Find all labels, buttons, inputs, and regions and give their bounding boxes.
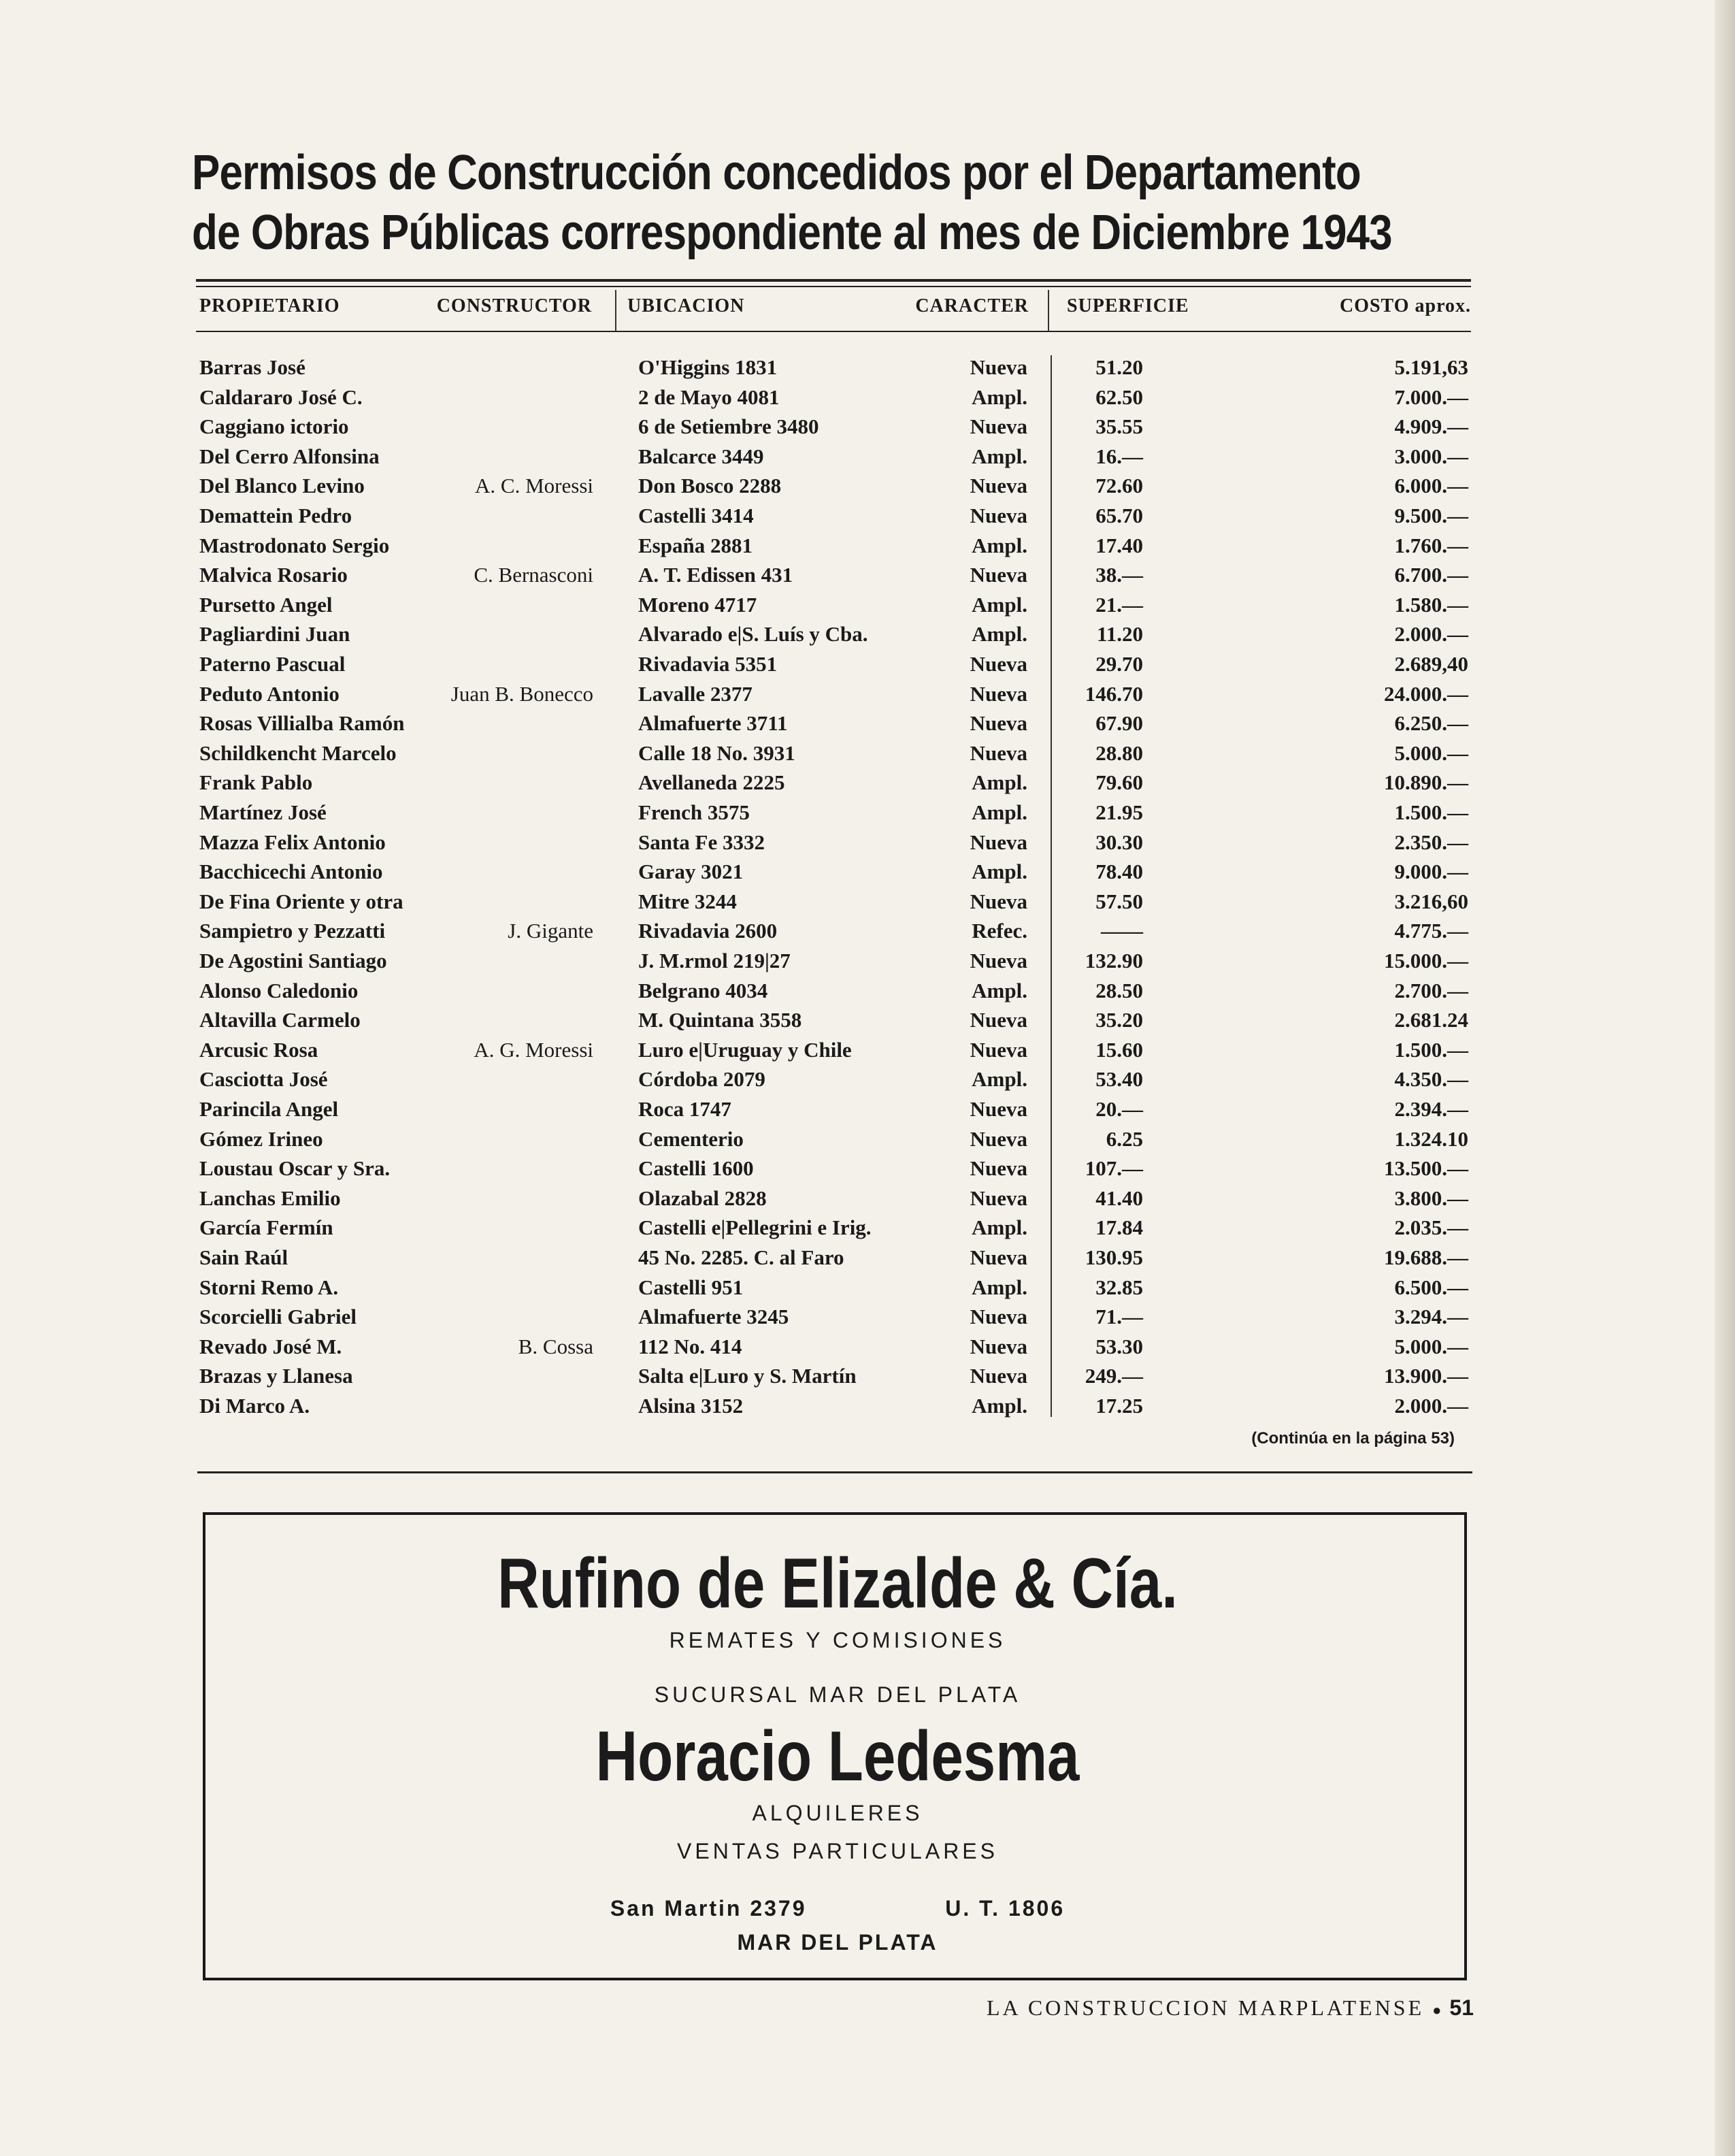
table-row (0, 1127, 1497, 1157)
page-title (192, 143, 1392, 263)
cell-costo: 2.689,40 (1394, 652, 1468, 676)
table-row (0, 563, 1497, 593)
cell-ubicacion: Garay 3021 (638, 860, 744, 884)
cell-costo: 1.580.— (1394, 592, 1468, 617)
cell-costo: 1.500.— (1394, 800, 1468, 824)
table-row (0, 1156, 1497, 1186)
cell-propietario: Paterno Pascual (199, 652, 346, 676)
cell-superficie: —— (1101, 919, 1143, 943)
cell-superficie: 79.60 (1095, 770, 1143, 795)
cell-ubicacion: Castelli e|Pellegrini e Irig. (638, 1215, 872, 1240)
cell-ubicacion: Moreno 4717 (638, 592, 757, 617)
cell-propietario: Del Cerro Alfonsina (199, 444, 380, 468)
table-row (0, 1245, 1497, 1275)
cell-superficie: 21.95 (1095, 800, 1143, 824)
table-row (0, 1394, 1497, 1424)
ad-address-line (205, 1896, 1470, 1921)
header-ubicacion: UBICACION (627, 295, 745, 316)
cell-caracter: Ampl. (972, 1215, 1027, 1240)
cell-propietario: Sampietro y Pezzatti (199, 919, 386, 943)
cell-constructor: B. Cossa (518, 1334, 593, 1358)
table-row (0, 770, 1497, 800)
cell-superficie: 35.20 (1095, 1008, 1143, 1032)
cell-ubicacion: Almafuerte 3711 (638, 711, 788, 736)
cell-superficie: 28.50 (1095, 978, 1143, 1002)
table-row (0, 889, 1497, 919)
cell-propietario: Caggiano ictorio (199, 414, 349, 439)
cell-ubicacion: Avellaneda 2225 (638, 770, 785, 795)
cell-propietario: Gómez Irineo (199, 1126, 323, 1151)
cell-ubicacion: España 2881 (638, 533, 753, 557)
cell-ubicacion: Alvarado e|S. Luís y Cba. (638, 622, 868, 647)
cell-propietario: Revado José M. (199, 1334, 342, 1358)
table-top-rule-thin (196, 286, 1471, 287)
cell-superficie: 249.— (1085, 1364, 1143, 1388)
cell-propietario: Arcusic Rosa (199, 1037, 318, 1062)
table-row (0, 919, 1497, 949)
cell-caracter: Ampl. (972, 860, 1027, 884)
cell-propietario: De Agostini Santiago (199, 949, 387, 973)
cell-costo: 19.688.— (1384, 1245, 1468, 1269)
ad-company-name: Rufino de Elizalde & Cía. (497, 1544, 1178, 1623)
table-row (0, 474, 1497, 504)
cell-ubicacion: M. Quintana 3558 (638, 1008, 802, 1032)
cell-costo: 2.000.— (1394, 622, 1468, 647)
cell-superficie: 107.— (1085, 1156, 1143, 1181)
cell-caracter: Ampl. (972, 444, 1027, 468)
cell-ubicacion: J. M.rmol 219|27 (638, 949, 791, 973)
cell-propietario: Lanchas Emilio (199, 1186, 341, 1210)
header-propietario: PROPIETARIO (199, 295, 340, 316)
cell-ubicacion: Luro e|Uruguay y Chile (638, 1037, 852, 1062)
table-row (0, 385, 1497, 415)
cell-ubicacion: A. T. Edissen 431 (638, 563, 793, 587)
cell-ubicacion: Rivadavia 5351 (638, 652, 778, 676)
cell-superficie: 17.40 (1095, 533, 1143, 557)
cell-caracter: Nueva (970, 414, 1027, 439)
cell-propietario: Schildkencht Marcelo (199, 740, 397, 765)
cell-costo: 1.324.10 (1394, 1126, 1468, 1151)
cell-propietario: Pursetto Angel (199, 592, 333, 617)
cell-propietario: Pagliardini Juan (199, 622, 350, 647)
cell-costo: 6.250.— (1394, 711, 1468, 736)
cell-caracter: Ampl. (972, 1275, 1027, 1299)
section-divider (197, 1471, 1472, 1473)
cell-caracter: Nueva (970, 1037, 1027, 1062)
cell-superficie: 35.55 (1095, 414, 1143, 439)
cell-superficie: 71.— (1095, 1305, 1143, 1329)
cell-superficie: 17.84 (1095, 1215, 1143, 1240)
cell-constructor: Juan B. Bonecco (450, 681, 593, 706)
cell-propietario: Bacchicechi Antonio (199, 860, 383, 884)
cell-superficie: 17.25 (1095, 1394, 1143, 1418)
cell-constructor: J. Gigante (508, 919, 593, 943)
cell-ubicacion: Almafuerte 3245 (638, 1305, 789, 1329)
cell-costo: 3.216,60 (1394, 889, 1468, 913)
table-row (0, 1215, 1497, 1245)
cell-superficie: 21.— (1095, 592, 1143, 617)
cell-propietario: Caldararo José C. (199, 385, 363, 409)
table-row (0, 622, 1497, 652)
cell-caracter: Ampl. (972, 385, 1027, 409)
cell-propietario: Brazas y Llanesa (199, 1364, 353, 1388)
cell-costo: 15.000.— (1384, 949, 1468, 973)
header-divider-2 (1048, 290, 1049, 331)
advertisement (203, 1512, 1467, 1980)
table-top-rule (196, 279, 1471, 282)
cell-caracter: Ampl. (972, 622, 1027, 647)
cell-costo: 5.191,63 (1394, 355, 1468, 379)
title-line-2: de Obras Públicas correspondiente al mes de Diciembre 1943 (192, 206, 1392, 260)
table-header-bottom-rule (196, 331, 1471, 332)
cell-costo: 9.500.— (1394, 504, 1468, 527)
cell-caracter: Ampl. (972, 592, 1027, 617)
cell-propietario: Mazza Felix Antonio (199, 830, 386, 854)
table-row (0, 711, 1497, 741)
cell-superficie: 57.50 (1095, 889, 1143, 913)
cell-costo: 4.775.— (1394, 919, 1468, 943)
cell-superficie: 28.80 (1095, 740, 1143, 765)
cell-ubicacion: Santa Fe 3332 (638, 830, 765, 854)
table-row (0, 1364, 1497, 1394)
cell-propietario: Mastrodonato Sergio (199, 533, 390, 557)
table-row (0, 1008, 1497, 1038)
table-row (0, 1275, 1497, 1305)
cell-ubicacion: Cementerio (638, 1126, 744, 1151)
cell-ubicacion: Castelli 3414 (638, 504, 754, 527)
table-row (0, 444, 1497, 474)
cell-caracter: Ampl. (972, 1394, 1027, 1418)
cell-ubicacion: Rivadavia 2600 (638, 919, 778, 943)
cell-propietario: De Fina Oriente y otra (199, 889, 403, 913)
cell-caracter: Nueva (970, 504, 1027, 527)
ad-phone: U. T. 1806 (945, 1896, 1065, 1921)
table-row (0, 534, 1497, 564)
cell-caracter: Ampl. (972, 770, 1027, 795)
cell-ubicacion: Balcarce 3449 (638, 444, 764, 468)
cell-superficie: 20.— (1095, 1097, 1143, 1121)
cell-costo: 5.000.— (1394, 1334, 1468, 1358)
cell-superficie: 67.90 (1095, 711, 1143, 736)
cell-superficie: 11.20 (1096, 622, 1143, 647)
cell-caracter: Nueva (970, 1097, 1027, 1121)
cell-ubicacion: Castelli 951 (638, 1275, 744, 1299)
cell-propietario: Malvica Rosario (199, 563, 348, 587)
cell-ubicacion: Mitre 3244 (638, 889, 737, 913)
continuation-note: (Continúa en la página 53) (1251, 1429, 1455, 1448)
cell-ubicacion: Belgrano 4034 (638, 978, 768, 1002)
cell-ubicacion: Córdoba 2079 (638, 1067, 765, 1092)
cell-ubicacion: Roca 1747 (638, 1097, 731, 1121)
cell-caracter: Nueva (970, 830, 1027, 854)
cell-costo: 7.000.— (1394, 385, 1468, 409)
ad-city: MAR DEL PLATA (737, 1930, 938, 1955)
cell-costo: 5.000.— (1394, 740, 1468, 765)
table-row (0, 682, 1497, 712)
cell-costo: 2.681.24 (1394, 1008, 1468, 1032)
footer-bullet: ● (1432, 2002, 1442, 2019)
cell-costo: 2.350.— (1394, 830, 1468, 854)
cell-ubicacion: Don Bosco 2288 (638, 474, 782, 498)
cell-propietario: Altavilla Carmelo (199, 1008, 361, 1032)
cell-costo: 6.500.— (1394, 1275, 1468, 1299)
cell-superficie: 146.70 (1085, 681, 1143, 706)
cell-costo: 3.000.— (1394, 444, 1468, 468)
cell-constructor: C. Bernasconi (474, 563, 593, 587)
cell-ubicacion: Lavalle 2377 (638, 681, 753, 706)
header-costo: COSTO aprox. (1339, 295, 1471, 316)
cell-costo: 3.800.— (1394, 1186, 1468, 1210)
cell-propietario: Alonso Caledonio (199, 978, 359, 1002)
header-divider-1 (615, 290, 616, 331)
cell-caracter: Nueva (970, 889, 1027, 913)
cell-caracter: Ampl. (972, 978, 1027, 1002)
cell-propietario: Casciotta José (199, 1067, 328, 1092)
ad-address: San Martin 2379 (610, 1896, 807, 1921)
cell-costo: 13.500.— (1384, 1156, 1468, 1181)
cell-caracter: Nueva (970, 1008, 1027, 1032)
header-caracter: CARACTER (915, 295, 1029, 316)
cell-caracter: Nueva (970, 1126, 1027, 1151)
ad-person-name: Horacio Ledesma (595, 1717, 1080, 1796)
cell-costo: 3.294.— (1394, 1305, 1468, 1329)
table-row (0, 741, 1497, 771)
page-edge (1715, 0, 1735, 2156)
cell-superficie: 132.90 (1085, 949, 1143, 973)
cell-caracter: Nueva (970, 681, 1027, 706)
table-row (0, 949, 1497, 979)
cell-propietario: Del Blanco Levino (199, 474, 365, 498)
cell-propietario: Martínez José (199, 800, 327, 824)
cell-costo: 2.000.— (1394, 1394, 1468, 1418)
cell-costo: 2.394.— (1394, 1097, 1468, 1121)
cell-caracter: Nueva (970, 1186, 1027, 1210)
cell-costo: 2.035.— (1394, 1215, 1468, 1240)
cell-ubicacion: Alsina 3152 (638, 1394, 744, 1418)
cell-ubicacion: 45 No. 2285. C. al Faro (638, 1245, 844, 1269)
cell-costo: 2.700.— (1394, 978, 1468, 1002)
cell-caracter: Ampl. (972, 533, 1027, 557)
table-row (0, 830, 1497, 860)
cell-constructor: A. C. Moressi (475, 474, 593, 498)
cell-superficie: 38.— (1095, 563, 1143, 587)
cell-ubicacion: French 3575 (638, 800, 750, 824)
title-line-1: Permisos de Construcción concedidos por el Departamento (192, 146, 1361, 200)
cell-costo: 13.900.— (1384, 1364, 1468, 1388)
cell-superficie: 15.60 (1095, 1037, 1143, 1062)
cell-costo: 9.000.— (1394, 860, 1468, 884)
cell-propietario: Di Marco A. (199, 1394, 310, 1418)
cell-caracter: Nueva (970, 563, 1027, 587)
cell-superficie: 65.70 (1095, 504, 1143, 527)
cell-superficie: 130.95 (1085, 1245, 1143, 1269)
table-row (0, 355, 1497, 385)
cell-propietario: Barras José (199, 355, 305, 379)
cell-costo: 6.700.— (1394, 563, 1468, 587)
table-row (0, 800, 1497, 830)
header-constructor: CONSTRUCTOR (436, 295, 592, 316)
ad-services-ventas: VENTAS PARTICULARES (677, 1839, 998, 1863)
cell-ubicacion: 2 de Mayo 4081 (638, 385, 780, 409)
cell-superficie: 53.40 (1095, 1067, 1143, 1092)
cell-superficie: 78.40 (1095, 860, 1143, 884)
cell-caracter: Nueva (970, 1334, 1027, 1358)
cell-ubicacion: Calle 18 No. 3931 (638, 740, 795, 765)
ad-services-remates: REMATES Y COMISIONES (669, 1628, 1006, 1652)
cell-costo: 10.890.— (1384, 770, 1468, 795)
cell-caracter: Ampl. (972, 800, 1027, 824)
table-row (0, 1305, 1497, 1335)
cell-superficie: 32.85 (1095, 1275, 1143, 1299)
cell-costo: 4.909.— (1394, 414, 1468, 439)
cell-propietario: Frank Pablo (199, 770, 313, 795)
cell-superficie: 30.30 (1095, 830, 1143, 854)
page-footer (0, 1995, 1474, 2021)
table-row (0, 1038, 1497, 1068)
footer-page-number: 51 (1449, 1995, 1474, 2020)
cell-caracter: Nueva (970, 1305, 1027, 1329)
cell-ubicacion: Salta e|Luro y S. Martín (638, 1364, 857, 1388)
cell-ubicacion: Olazabal 2828 (638, 1186, 767, 1210)
cell-caracter: Nueva (970, 652, 1027, 676)
cell-ubicacion: 112 No. 414 (638, 1334, 742, 1358)
cell-superficie: 53.30 (1095, 1334, 1143, 1358)
cell-propietario: Peduto Antonio (199, 681, 340, 706)
cell-propietario: Scorcielli Gabriel (199, 1305, 357, 1329)
cell-costo: 4.350.— (1394, 1067, 1468, 1092)
cell-superficie: 41.40 (1095, 1186, 1143, 1210)
table-row (0, 414, 1497, 444)
cell-costo: 1.500.— (1394, 1037, 1468, 1062)
cell-superficie: 62.50 (1095, 385, 1143, 409)
cell-caracter: Nueva (970, 355, 1027, 379)
table-row (0, 1097, 1497, 1127)
cell-superficie: 16.— (1095, 444, 1143, 468)
cell-caracter: Nueva (970, 1245, 1027, 1269)
table-row (0, 1335, 1497, 1365)
footer-publication: LA CONSTRUCCION MARPLATENSE (986, 1995, 1425, 2020)
cell-caracter: Nueva (970, 949, 1027, 973)
table-row (0, 504, 1497, 534)
cell-propietario: Sain Raúl (199, 1245, 288, 1269)
cell-propietario: Demattein Pedro (199, 504, 352, 527)
cell-caracter: Nueva (970, 1364, 1027, 1388)
table-row (0, 979, 1497, 1009)
ad-branch: SUCURSAL MAR DEL PLATA (654, 1682, 1021, 1707)
cell-superficie: 51.20 (1095, 355, 1143, 379)
cell-ubicacion: O'Higgins 1831 (638, 355, 778, 379)
cell-caracter: Nueva (970, 711, 1027, 736)
cell-caracter: Nueva (970, 1156, 1027, 1181)
table-row (0, 593, 1497, 623)
ad-services-alquileres: ALQUILERES (752, 1801, 923, 1825)
cell-constructor: A. G. Moressi (474, 1037, 593, 1062)
table-row (0, 652, 1497, 682)
cell-caracter: Refec. (972, 919, 1027, 943)
table-row (0, 860, 1497, 889)
cell-propietario: Storni Remo A. (199, 1275, 339, 1299)
table-row (0, 1067, 1497, 1097)
cell-superficie: 29.70 (1095, 652, 1143, 676)
cell-ubicacion: 6 de Setiembre 3480 (638, 414, 819, 439)
cell-costo: 1.760.— (1394, 533, 1468, 557)
cell-costo: 6.000.— (1394, 474, 1468, 498)
cell-propietario: Loustau Oscar y Sra. (199, 1156, 391, 1181)
cell-propietario: Rosas Villialba Ramón (199, 711, 405, 736)
cell-propietario: Parincila Angel (199, 1097, 339, 1121)
cell-propietario: García Fermín (199, 1215, 333, 1240)
cell-superficie: 72.60 (1095, 474, 1143, 498)
table-row (0, 1186, 1497, 1216)
cell-caracter: Ampl. (972, 1067, 1027, 1092)
cell-costo: 24.000.— (1384, 681, 1468, 706)
cell-caracter: Nueva (970, 740, 1027, 765)
cell-caracter: Nueva (970, 474, 1027, 498)
header-superficie: SUPERFICIE (1067, 295, 1189, 316)
cell-ubicacion: Castelli 1600 (638, 1156, 754, 1181)
cell-superficie: 6.25 (1106, 1126, 1143, 1151)
